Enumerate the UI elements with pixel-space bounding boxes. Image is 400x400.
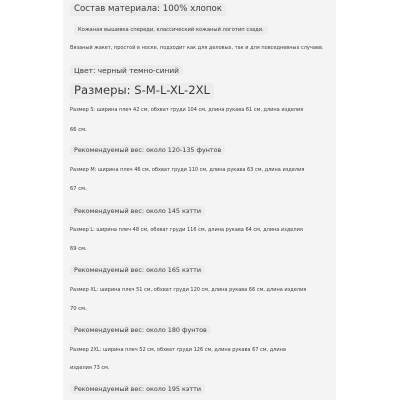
jacket-description: Вязаный жакет, простой в носке, подходит как для деловых, так и для повседневных случаев.: [70, 45, 324, 51]
color-info: Цвет: черный темно-синий: [70, 65, 183, 76]
product-description-panel: [63, 0, 336, 400]
size-l-weight: Рекомендуемый вес: около 165 кэтти: [70, 265, 205, 275]
size-2xl-measurements: Размер 2XL: ширина плеч 52 см, обхват груди 126 см, длина рукава 67 см, длина: [70, 347, 286, 353]
size-s-length: 66 см.: [70, 127, 87, 133]
sizes-heading: Размеры: S-M-L-XL-2XL: [70, 83, 214, 99]
size-s-weight: Рекомендуемый вес: около 120-135 фунтов: [70, 145, 225, 155]
size-xl-weight: Рекомендуемый вес: около 180 фунтов: [70, 325, 211, 335]
size-2xl-length: изделия 73 см.: [70, 365, 110, 371]
material-composition: Состав материала: 100% хлопок: [70, 3, 226, 16]
size-l-measurements: Размер L: ширина плеч 48 см, обхват груди 116 см, длина рукава 64 см, длина изделия: [70, 227, 303, 233]
embroidery-description: Кожаная вышивка спереди, классический кожаный логотип сзади.: [74, 26, 268, 35]
size-m-length: 67 см.: [70, 186, 87, 192]
size-l-length: 69 см.: [70, 246, 87, 252]
size-m-weight: Рекомендуемый вес: около 145 кэтти: [70, 206, 205, 216]
size-xl-measurements: Размер XL: ширина плеч 51 см, обхват груди 120 см, длина рукава 66 см, длина изделия: [70, 287, 307, 293]
size-s-measurements: Размер S: ширина плеч 42 см, обхват груди 104 см, длина рукава 61 см, длина изделия: [70, 107, 304, 113]
size-m-measurements: Размер M: ширина плеч 46 см, обхват груди 110 см, длина рукава 63 см, длина изделия: [70, 167, 305, 173]
size-2xl-weight: Рекомендуемый вес: около 195 кэтти: [70, 384, 205, 394]
size-xl-length: 70 см.: [70, 306, 87, 312]
